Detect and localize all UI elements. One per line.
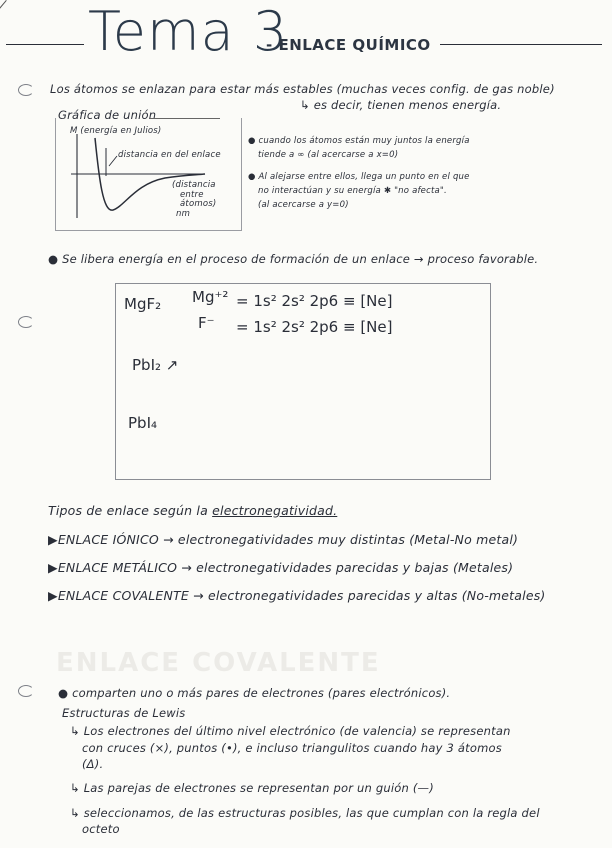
bond-types-heading	[48, 503, 337, 518]
binder-ring-top	[18, 84, 34, 96]
page-subtitle: - ENLACE QUÍMICO	[266, 36, 431, 54]
bond-type-metallic: ▶ENLACE METÁLICO → electronegatividades parecidas y bajas (Metales)	[48, 560, 514, 575]
graph-note-2-line-3: (al acercarse a y=0)	[258, 200, 349, 210]
page-title: Tema 3	[88, 0, 289, 63]
binder-ring-middle	[18, 316, 34, 328]
bond-types-heading-prefix: Tipos de enlace según la	[48, 503, 213, 518]
title-right-rule	[440, 44, 602, 45]
lewis-point-1-b: con cruces (×), puntos (•), e incluso triangulitos cuando hay 3 átomos	[82, 741, 502, 755]
binder-ring-bottom	[18, 685, 34, 697]
lewis-point-3-b: octeto	[82, 822, 120, 836]
graph-note-2-line-2: no interactúan y su energía ✱ "no afecta".	[258, 186, 447, 196]
distance-arrow	[109, 156, 117, 166]
title-left-rule	[6, 44, 84, 45]
graph-note-2-line-1: ● Al alejarse entre ellos, llega un punto en el que	[248, 172, 470, 182]
ion-mg: Mg⁺²	[192, 288, 229, 306]
examples-box	[115, 283, 491, 480]
graph-x-unit: nm	[176, 209, 191, 219]
config-f: = 1s² 2s² 2p6 ≡ [Ne]	[236, 318, 393, 336]
intro-bullet: Los átomos se enlazan para estar más estables (muchas veces config. de gas noble)	[50, 82, 555, 96]
lewis-point-1-a: ↳ Los electrones del último nivel electrónico (de valencia) se representan	[70, 724, 511, 738]
formula-pbi2: PbI₂ ↗	[132, 356, 179, 374]
graph-title: Gráfica de unión	[58, 108, 157, 122]
graph-x-label-2: entre	[180, 190, 204, 200]
energy-note: ● Se libera energía en el proceso de formación de un enlace → proceso favorable.	[48, 252, 539, 266]
graph-note-1-line-1: ● cuando los átomos están muy juntos la energía	[248, 136, 470, 146]
bond-type-covalent: ▶ENLACE COVALENTE → electronegatividades parecidas y altas (No-metales)	[48, 588, 546, 603]
corner-mark	[0, 0, 17, 20]
bond-type-ionic: ▶ENLACE IÓNICO → electronegatividades muy distintas (Metal-No metal)	[48, 532, 519, 547]
graph-x-label-3: átomos)	[180, 199, 217, 209]
energy-note-text: Se libera energía en el proceso de formación de un enlace → proceso favorable.	[62, 252, 539, 266]
covalent-faded-heading: ENLACE COVALENTE	[56, 648, 381, 678]
lewis-point-1-c: (Δ).	[82, 757, 104, 771]
graph-note-2-text: Al alejarse entre ellos, llega un punto en el que	[258, 172, 470, 182]
graph-x-label-1: (distancia	[172, 180, 216, 190]
lewis-point-3-a: ↳ seleccionamos, de las estructuras posibles, las que cumplan con la regla del	[70, 806, 540, 820]
ion-f: F⁻	[198, 314, 215, 332]
lewis-title: Estructuras de Lewis	[62, 706, 186, 720]
graph-note-1-line-2: tiende a ∞ (al acercarse a x=0)	[258, 150, 399, 160]
formula-pbi4: PbI₄	[128, 414, 158, 432]
graph-distance-label: distancia en del enlace	[118, 150, 221, 160]
graph-note-1-text: cuando los átomos están muy juntos la energía	[258, 136, 470, 146]
formula-mgf2: MgF₂	[124, 295, 162, 313]
lewis-point-2: ↳ Las parejas de electrones se representan por un guión (—)	[70, 781, 434, 795]
intro-continuation: ↳ es decir, tienen menos energía.	[300, 98, 502, 112]
config-mg: = 1s² 2s² 2p6 ≡ [Ne]	[236, 292, 393, 310]
graph-y-label: M (energía en Julios)	[70, 126, 162, 136]
covalent-bullet: ● comparten uno o más pares de electrones (pares electrónicos).	[58, 686, 451, 700]
bond-types-heading-underlined: electronegatividad.	[212, 503, 338, 518]
